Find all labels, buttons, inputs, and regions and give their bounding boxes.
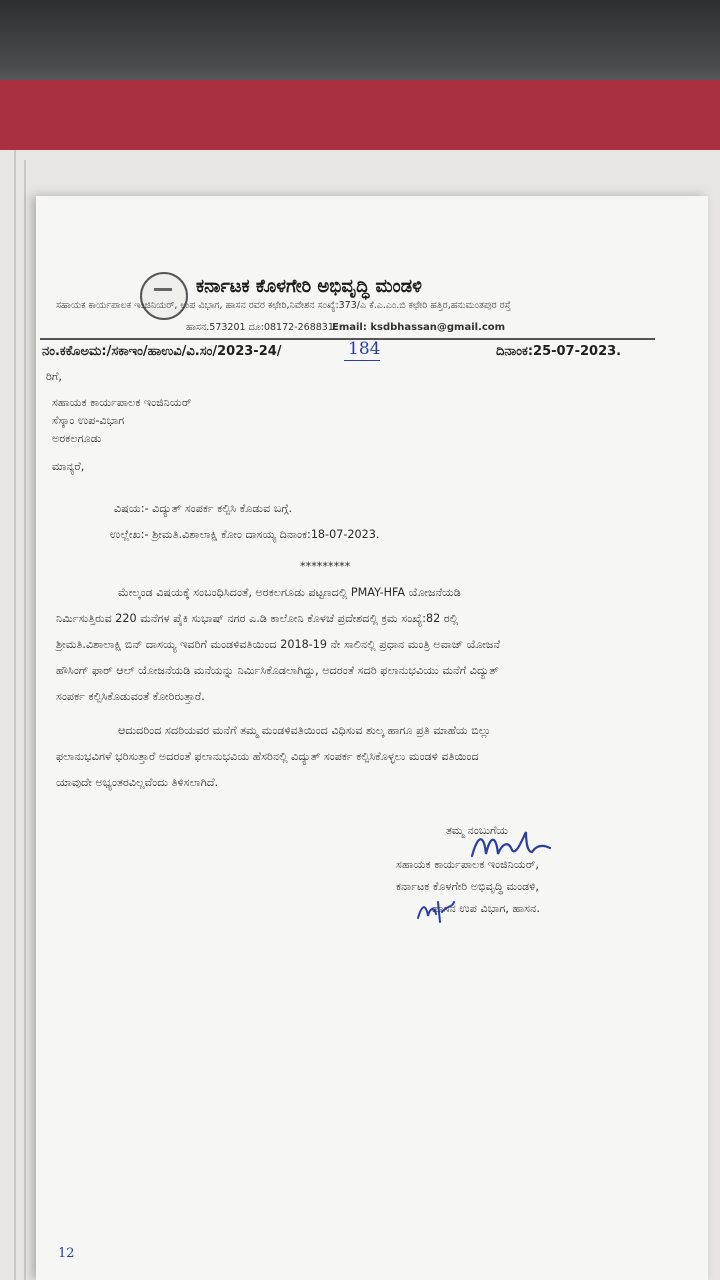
- greeting: ಮಾನ್ಯರೆ,: [52, 460, 85, 473]
- reference-number: ನಂ.ಕಕೊಅಮ:/ಸಕಾಇಂ/ಹಾಉವಿ/ವಿ.ಸಂ/2023-24/: [42, 344, 282, 359]
- reference-line: ಉಲ್ಲೇಖ:- ಶ್ರೀಮತಿ.ವಿಶಾಲಾಕ್ಷಿ ಕೋಂ ದಾಸಯ್ಯ ದಿನಾಂಕ:18-07-2023.: [110, 528, 380, 541]
- paragraph-line: ಫಲಾನುಭವಿಗಳೆ ಭರಿಸುತ್ತಾರೆ ಅದರಂತೆ ಫಲಾನುಭವಿಯ ಹೆಸರಿನಲ್ಲಿ ವಿದ್ಯುತ್ ಸಂಪರ್ಕ ಕಲ್ಪಿಸಿಕೊಳ್ಳಲು ಮಂಡಳಿ ವತಿಯಿಂದ: [56, 750, 479, 763]
- org-name: ಕರ್ನಾಟಕ ಕೊಳಗೇರಿ ಅಭಿವೃದ್ಧಿ ಮಂಡಳಿ: [196, 276, 422, 297]
- paragraph-line: ಶ್ರೀಮತಿ.ವಿಶಾಲಾಕ್ಷಿ ಬಿನ್ ದಾಸಯ್ಯ ಇವರಿಗೆ ಮಂಡಳಿವತಿಯಿಂದ 2018-19 ನೇ ಸಾಲಿನಲ್ಲಿ ಪ್ರಧಾನ ಮಂತ್ರಿ ಅವಾಜ್ ಯೋಜನೆ: [56, 638, 501, 651]
- paragraph-line: ಯಾವುದೇ ಅಭ್ಯಂತರವಿಲ್ಲವೆಂದು ತಿಳಿಸಲಾಗಿದೆ.: [56, 776, 219, 789]
- paragraph-line: ಹೌಸಿಂಗ್ ಫಾರ್ ಆಲ್ ಯೋಜನೆಯಡಿ ಮನೆಯನ್ನು ನಿರ್ಮಿಸಿಕೊಡಲಾಗಿದ್ದು, ಅದರಂತೆ ಸದರಿ ಫಲಾನುಭವಿಯು ಮನೆಗೆ ವಿದ್ಯುತ್: [56, 664, 499, 677]
- signatory-title: ಸಹಾಯಕ ಕಾರ್ಯಪಾಲಕ ಇಂಜಿನಿಯರ್,: [396, 858, 539, 871]
- closing: ತಮ್ಮ ನಂಬುಗೆಯ: [446, 824, 509, 837]
- page-edge: [14, 150, 16, 1280]
- handwritten-number: 184: [348, 339, 381, 359]
- paragraph-line: ಆದುದರಿಂದ ಸದರಿಯವರ ಮನೆಗೆ ತಮ್ಮ ಮಂಡಳಿವತಿಯಿಂದ ವಿಧಿಸುವ ಶುಲ್ಕ ಹಾಗೂ ಪ್ರತಿ ಮಾಹೆಯ ಬಿಲ್ಲು: [118, 724, 491, 737]
- initials-mark: [414, 898, 458, 926]
- recipient-line: ಸೆಸ್ಕಾಂ ಉಪ-ವಿಭಾಗ: [52, 414, 125, 427]
- recipient-line: ಅರಕಲಗೂಡು: [52, 432, 102, 445]
- paragraph-line: ಮೇಲ್ಕಂಡ ವಿಷಯಕ್ಕೆ ಸಂಬಂಧಿಸಿದಂತೆ, ಅರಕಲಗೂಡು ಪಟ್ಟಣದಲ್ಲಿ PMAY-HFA ಯೋಜನೆಯಡಿ: [118, 586, 461, 599]
- recipient-line: ಸಹಾಯಕ ಕಾರ್ಯಪಾಲಕ ಇಂಜಿನಿಯರ್: [52, 396, 192, 409]
- signatory-org: ಕರ್ನಾಟಕ ಕೊಳಗೇರಿ ಅಭಿವೃದ್ಧಿ ಮಂಡಳಿ,: [396, 880, 539, 893]
- address-line: ಹಾಸನ.573201 ದೂ:08172-268831.: [186, 322, 337, 333]
- page-edge: [24, 160, 26, 1280]
- signatory-office: ಹಾಸನ ಉಪ ವಿಭಾಗ, ಹಾಸನ.: [432, 902, 540, 915]
- handwritten-underline: [344, 360, 380, 361]
- paragraph-line: ಸಂಪರ್ಕ ಕಲ್ಪಿಸಿಕೊಡುವಂತೆ ಕೋರಿರುತ್ತಾರೆ.: [56, 690, 205, 703]
- margin-note: 12: [58, 1246, 75, 1261]
- subject-line: ವಿಷಯ:- ವಿದ್ಯುತ್ ಸಂಪರ್ಕ ಕಲ್ಪಿಸಿ ಕೊಡುವ ಬಗ್ಗೆ.: [114, 502, 293, 515]
- address-line: ಸಹಾಯಕ ಕಾರ್ಯಪಾಲಕ ಇಂಜಿನಿಯರ್, ಉಪ ವಿಭಾಗ, ಹಾಸನ ರವರ ಕಛೇರಿ,ನಿವೇಶನ ಸಂಖ್ಯೆ:373/ಎ ಕೆ.ಎ.ಎಂ.ಬಿ ಕಛೇರಿ ಹತ್ತಿರ,ಹನುಮಂತಪುರ ರಸ್ತೆ: [56, 300, 511, 311]
- separator: *********: [300, 560, 351, 573]
- letter-date: ದಿನಾಂಕ:25-07-2023.: [496, 344, 622, 359]
- email-address: Email: ksdbhassan@gmail.com: [332, 322, 506, 333]
- paragraph-line: ನಿರ್ಮಿಸುತ್ತಿರುವ 220 ಮನೆಗಳ ಪೈಕಿ ಸುಭಾಷ್ ನಗರ ಎ.ಡಿ ಕಾಲೋನಿ ಕೊಳಚೆ ಪ್ರದೇಶದಲ್ಲಿ ಕ್ರಮ ಸಂಖ್ಯೆ:82 ರಲ್ಲಿ: [56, 612, 459, 625]
- emblem-logo: [140, 272, 188, 320]
- salutation: ರಿಗೆ,: [46, 370, 62, 383]
